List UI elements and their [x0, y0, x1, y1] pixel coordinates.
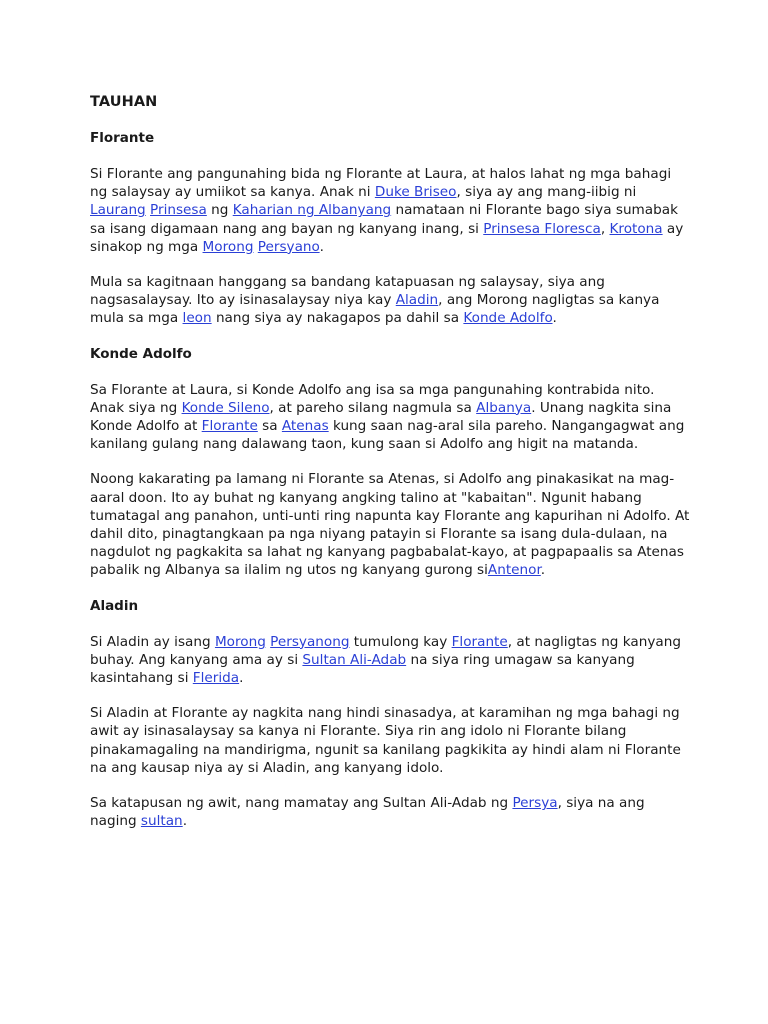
text-run: Si Florante ang pangunahing bida ng Florante at Laura, at halos lahat ng mga bahagi ng salaysay ay umiikot sa kanya. Anak ni [90, 166, 672, 201]
text-run: . [182, 813, 188, 830]
text-run: , ang Morong nagligtas sa kanya mula sa mga [90, 292, 660, 327]
text-run: kung saan nag-aral sila pareho. Nangangagwat ang kanilang gulang nang dalawang taon, kung saan si Adolfo ang higit na matanda. [90, 418, 685, 453]
wiki-link[interactable]: Morong [214, 633, 266, 650]
wiki-link[interactable]: Konde Sileno [181, 399, 270, 416]
document-page [90, 93, 690, 847]
paragraph [90, 165, 690, 256]
text-run: tumulong kay [349, 633, 452, 650]
wiki-link[interactable]: Konde Adolfo [463, 310, 553, 327]
text-run: . [319, 238, 324, 255]
text-run: ng [206, 202, 233, 219]
wiki-link[interactable]: Laurang [90, 202, 146, 219]
document-title: TAUHAN [90, 94, 158, 110]
paragraph [90, 273, 690, 328]
text-run: . Unang nagkita sina Konde Adolfo at [90, 399, 672, 435]
wiki-link[interactable]: Duke Briseo [374, 184, 457, 201]
text-run: , siya ay ang mang-iibig ni [456, 184, 637, 201]
wiki-link[interactable]: Florante [201, 418, 258, 435]
wiki-link[interactable]: Antenor [487, 562, 541, 579]
wiki-link[interactable]: Prinsesa Floresca [483, 220, 601, 237]
text-run: Si Aladin ay isang [90, 633, 215, 650]
wiki-link[interactable]: Florante [451, 633, 508, 650]
wiki-link[interactable]: Persyanong [270, 633, 350, 650]
text-run: , at pareho silang nagmula sa [269, 399, 477, 416]
wiki-link[interactable]: Morong [202, 238, 254, 255]
section [90, 129, 690, 328]
text-run: Si Aladin at Florante ay nagkita nang hindi sinasadya, at karamihan ng mga bahagi ng awit ay isinasalaysay sa kanya ni Florante. Siya rin ang idolo ni Florante bilang pinakamagaling na mandirigma, ngunit sa kanilang pagkikita ay hindi alam ni Florante na ang kausap niya ay si Aladin, ang kanyang idolo. [90, 705, 681, 776]
wiki-link[interactable]: Atenas [281, 418, 329, 435]
text-run: , [600, 220, 610, 237]
paragraph [90, 470, 690, 579]
wiki-link[interactable]: Kaharian ng Albanyang [232, 202, 392, 219]
paragraph [90, 704, 690, 777]
text-run: nang siya ay nakagapos pa dahil sa [211, 310, 464, 327]
section-heading: Aladin [90, 597, 139, 614]
text-run: , at nagligtas ng kanyang buhay. Ang kanyang ama ay si [90, 633, 681, 668]
wiki-link[interactable]: Flerida [192, 670, 240, 687]
text-run: Sa Florante at Laura, si Konde Adolfo ang isa sa mga pangunahing kontrabida nito. Anak siya ng [90, 381, 655, 416]
text-run: na siya ring umagaw sa kanyang kasintahang si [90, 651, 635, 687]
text-run: Noong kakarating pa lamang ni Florante sa Atenas, si Adolfo ang pinakasikat na mag-aaral doon. Ito ay buhat ng kanyang angking talino at "kabaitan". Ngunit habang tumatagal ang panahon, unti-unti ring napunta kay Florante ang kapurihan ni Adolfo. At dahil dito, pinagtangkaan pa nga niyang patayin si Florante sa isang dula-dulaan, na nagdulot ng pagkakita sa lahat ng kanyang pagbabalat-kayo, at pagpapaalis sa Atenas pabalik ng Albanya sa ilalim ng utos ng kanyang gurong si [90, 471, 690, 579]
paragraph [90, 633, 690, 688]
text-run: . [552, 310, 557, 327]
text-run: . [540, 562, 546, 579]
text-run: namataan ni Florante bago siya sumabak sa isang digamaan nang ang bayan ng kanyang inang, si [90, 202, 678, 237]
wiki-link[interactable]: sultan [140, 813, 183, 830]
text-run: Mula sa kagitnaan hanggang sa bandang katapuasan ng salaysay, siya ang nagsasalaysay. Ito ay isinasalaysay niya kay [90, 274, 605, 309]
wiki-link[interactable]: Sultan Ali-Adab [302, 651, 407, 668]
text-run: Sa katapusan ng awit, nang mamatay ang Sultan Ali-Adab ng [90, 795, 513, 812]
wiki-link[interactable]: Aladin [395, 292, 439, 309]
section [90, 345, 690, 580]
wiki-link[interactable]: leon [182, 310, 212, 327]
wiki-link[interactable]: Persyano [257, 238, 320, 255]
section [90, 597, 690, 831]
text-run: sa [257, 418, 282, 435]
paragraph [90, 381, 690, 454]
sections-container [90, 129, 690, 830]
section-heading: Konde Adolfo [90, 345, 192, 362]
wiki-link[interactable]: Prinsesa [150, 202, 207, 219]
text-run: ay sinakop ng mga [90, 220, 684, 255]
wiki-link[interactable]: Persya [512, 795, 558, 812]
wiki-link[interactable]: Albanya [476, 399, 532, 416]
wiki-link[interactable]: Krotona [609, 220, 663, 237]
section-heading: Florante [90, 130, 155, 146]
text-run: , siya na ang naging [90, 795, 645, 830]
paragraph [90, 794, 690, 830]
text-run: . [239, 670, 244, 687]
